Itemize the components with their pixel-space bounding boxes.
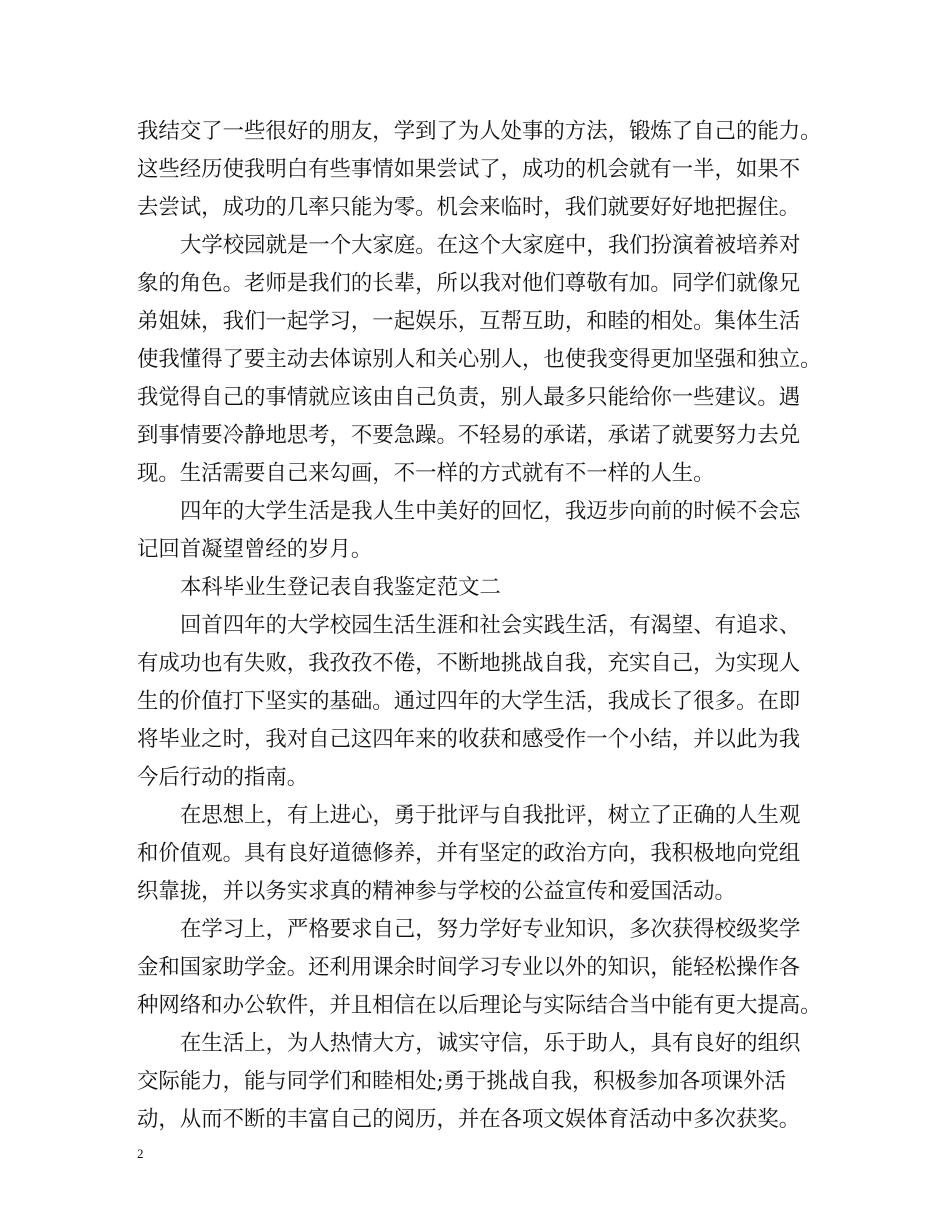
- text-line: 象的角色。老师是我们的长辈，所以我对他们尊敬有加。同学们就像兄: [137, 271, 801, 296]
- text-line: 使我懂得了要主动去体谅别人和关心别人，也使我变得更加坚强和独立。: [137, 347, 822, 372]
- text-line: 和价值观。具有良好道德修养，并有坚定的政治方向，我积极地向党组: [137, 841, 801, 866]
- page-number: 2: [137, 1146, 144, 1161]
- text-line: 生的价值打下坚实的基础。通过四年的大学生活，我成长了很多。在即: [137, 689, 801, 714]
- text-line: 织靠拢，并以务实求真的精神参与学校的公益宣传和爱国活动。: [137, 879, 736, 904]
- text-line: 有成功也有失败，我孜孜不倦，不断地挑战自我，充实自己，为实现人: [137, 651, 801, 676]
- text-line: 在思想上，有上进心，勇于批评与自我批评，树立了正确的人生观: [180, 803, 801, 828]
- text-line: 本科毕业生登记表自我鉴定范文二: [180, 575, 501, 600]
- text-line: 我觉得自己的事情就应该由自己负责，别人最多只能给你一些建议。遇: [137, 385, 801, 410]
- text-line: 我结交了一些很好的朋友，学到了为人处事的方法，锻炼了自己的能力。: [137, 119, 822, 144]
- text-line: 到事情要冷静地思考，不要急躁。不轻易的承诺，承诺了就要努力去兑: [137, 423, 801, 448]
- text-line: 回首四年的大学校园生活生涯和社会实践生活，有渴望、有追求、: [180, 613, 801, 638]
- text-line: 金和国家助学金。还利用课余时间学习专业以外的知识，能轻松操作各: [137, 955, 801, 980]
- body-text: [137, 113, 823, 1139]
- text-line: 这些经历使我明白有些事情如果尝试了，成功的机会就有一半，如果不: [137, 157, 801, 182]
- text-line: 四年的大学生活是我人生中美好的回忆，我迈步向前的时候不会忘: [180, 499, 801, 524]
- text-line: 在生活上，为人热情大方，诚实守信，乐于助人，具有良好的组织: [180, 1031, 801, 1056]
- text-line: 记回首凝望曾经的岁月。: [137, 537, 373, 562]
- text-line: 交际能力，能与同学们和睦相处;勇于挑战自我，积极参加各项课外活: [137, 1069, 786, 1094]
- text-line: 在学习上，严格要求自己，努力学好专业知识，多次获得校级奖学: [180, 917, 801, 942]
- text-line: 现。生活需要自己来勾画，不一样的方式就有不一样的人生。: [137, 461, 715, 486]
- text-line: 大学校园就是一个大家庭。在这个大家庭中，我们扮演着被培养对: [180, 233, 801, 258]
- text-line: 弟姐妹，我们一起学习，一起娱乐，互帮互助，和睦的相处。集体生活: [137, 309, 801, 334]
- text-line: 动，从而不断的丰富自己的阅历，并在各项文娱体育活动中多次获奖。: [137, 1107, 801, 1132]
- text-line: 今后行动的指南。: [137, 765, 309, 790]
- text-line: 种网络和办公软件，并且相信在以后理论与实际结合当中能有更大提高。: [137, 993, 822, 1018]
- text-line: 去尝试，成功的几率只能为零。机会来临时，我们就要好好地把握住。: [137, 195, 801, 220]
- text-line: 将毕业之时，我对自己这四年来的收获和感受作一个小结，并以此为我: [137, 727, 801, 752]
